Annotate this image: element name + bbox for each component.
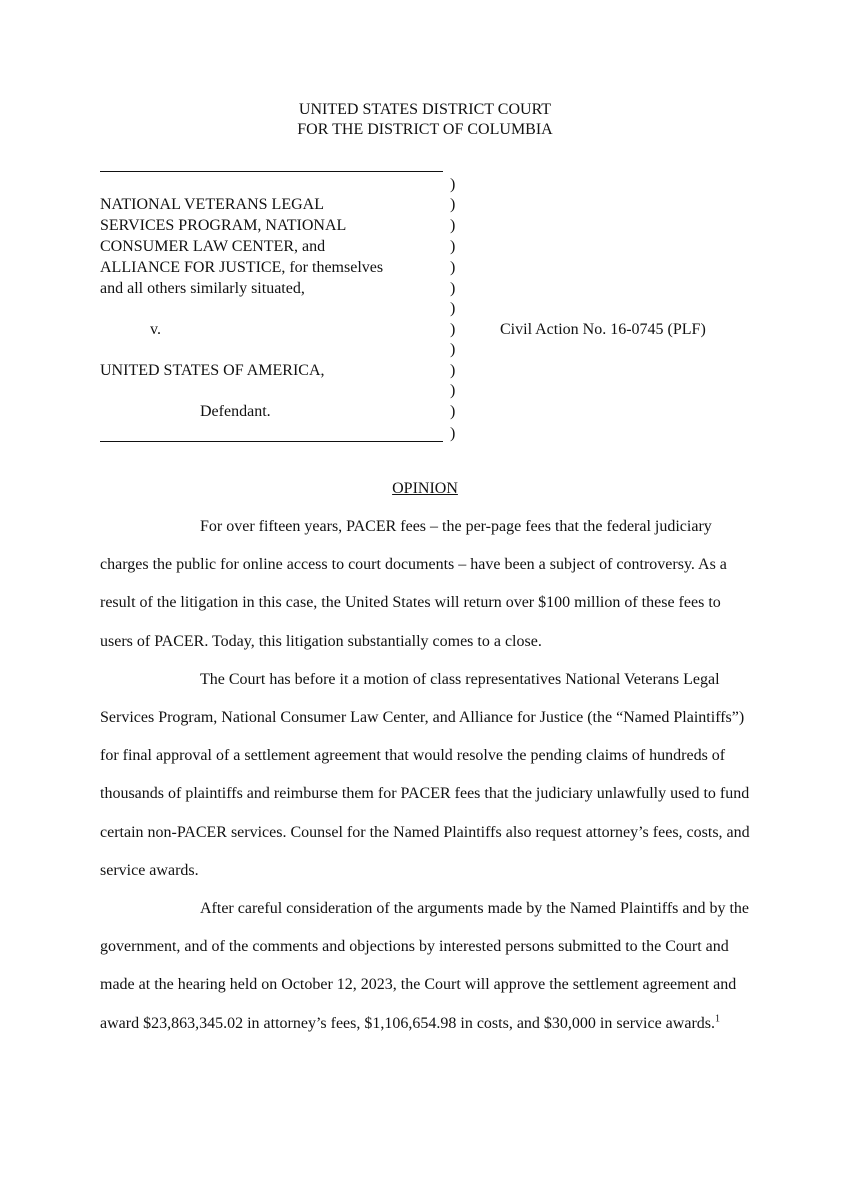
caption-paren: )	[450, 425, 456, 442]
versus-label: v.	[150, 321, 161, 338]
opinion-paragraph: The Court has before it a motion of class representatives National Veterans Legal Services Program, National Consumer Law Center, and Alliance for Justice (the “Named Plaintiffs”) for final approval of a settlement agreement that would resolve the pending claims of hundreds of thousands of plaintiffs and reimburse them for PACER fees that the judiciary unlawfully used to fund certain non-PACER services. Counsel for the Named Plaintiffs also request attorney’s fees, costs, and service awards.	[100, 670, 750, 879]
plaintiff-line: NATIONAL VETERANS LEGAL	[100, 196, 324, 213]
plaintiff-line: SERVICES PROGRAM, NATIONAL	[100, 217, 347, 234]
opinion-title: OPINION	[392, 480, 458, 497]
opinion-paragraph-text: After careful consideration of the arguments made by the Named Plaintiffs and by the government, and of the comments and objections by interested persons submitted to the Court and made at the hearing held on October 12, 2023, the Court will approve the settlement agreement and award $23,863,345.02 in attorney’s fees, $1,106,654.98 in costs, and $30,000 in service awards.	[100, 900, 750, 1032]
caption-paren: )	[450, 196, 456, 213]
opinion-paragraph: For over fifteen years, PACER fees – the per-page fees that the federal judiciary charges the public for online access to court documents – have been a subject of controversy. As a result of the litigation in this case, the United States will return over $100 million of these fees to users of PACER. Today, this litigation substantially comes to a close.	[100, 518, 727, 650]
caption-paren: )	[450, 300, 456, 317]
defendant-name: UNITED STATES OF AMERICA,	[100, 362, 325, 379]
court-district: FOR THE DISTRICT OF COLUMBIA	[297, 121, 553, 138]
court-header	[0, 100, 850, 140]
caption-paren: )	[450, 280, 456, 297]
caption-paren: )	[450, 259, 456, 276]
footnote-marker[interactable]: 1	[715, 1013, 720, 1025]
plaintiff-line: CONSUMER LAW CENTER, and	[100, 238, 326, 255]
caption-paren: )	[450, 238, 456, 255]
caption-bottom-rule	[100, 441, 443, 442]
caption-paren: )	[450, 176, 456, 193]
caption-paren: )	[450, 341, 456, 358]
opinion-body	[100, 508, 752, 1043]
caption-paren: )	[450, 321, 456, 338]
caption-paren: )	[450, 217, 456, 234]
plaintiff-line: and all others similarly situated,	[100, 280, 305, 297]
court-name: UNITED STATES DISTRICT COURT	[298, 101, 552, 118]
caption-paren: )	[450, 362, 456, 379]
caption-paren: )	[450, 382, 456, 399]
plaintiff-line: ALLIANCE FOR JUSTICE, for themselves	[100, 259, 384, 276]
caption-paren: )	[450, 403, 456, 420]
opinion-paragraph	[100, 890, 752, 1043]
defendant-label: Defendant.	[200, 403, 271, 420]
civil-action-number: Civil Action No. 16-0745 (PLF)	[500, 321, 706, 338]
caption-top-rule	[100, 171, 443, 172]
